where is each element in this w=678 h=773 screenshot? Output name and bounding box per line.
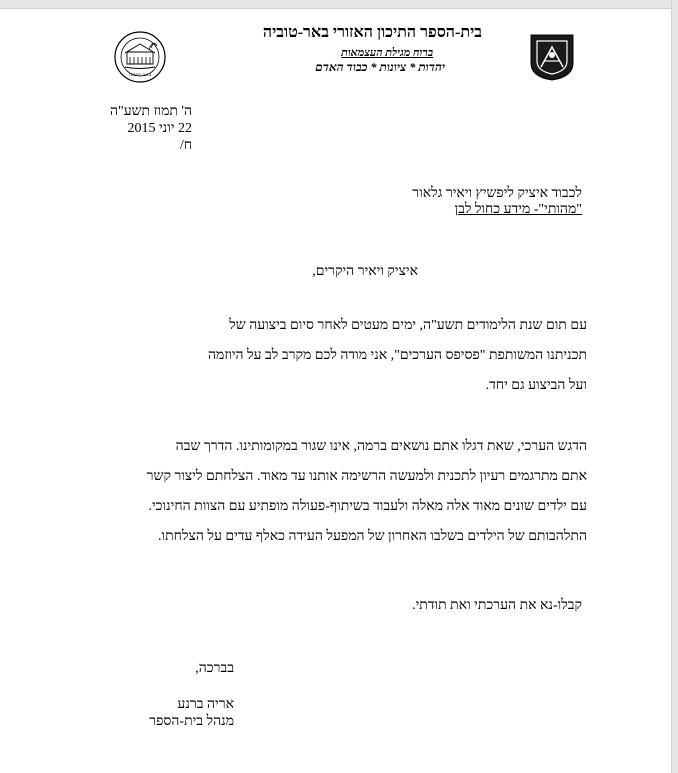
- school-seal-logo: [113, 30, 167, 84]
- paragraph-line: ועל הביצוע גם יחד.: [485, 378, 587, 393]
- paragraph-1: [67, 311, 587, 401]
- salutation: בברכה,: [195, 661, 234, 676]
- signer-name: אריה ברנע: [177, 697, 234, 712]
- emblem-logo: [527, 33, 577, 81]
- paragraph-line: אתם מתרגמים רעיון לתכנית ולמעשה הרשימה אותנו עד מאוד. הצלחתם ליצור קשר: [146, 469, 587, 484]
- addressee-company: "מהותי"- מידע כחול לבן: [454, 202, 582, 217]
- paragraph-line: עם תום שנת הלימודים תשע"ה, ימים מעטים לאחר סיום ביצועה של: [229, 318, 587, 333]
- gregorian-date: 22 יוני 2015: [127, 121, 192, 136]
- hebrew-date: ה' תמוז תשע"ה: [109, 104, 192, 119]
- paragraph-line: הדגש הערכי, שאת דגלו אתם נושאים ברמה, אינו שגור במקומותינו. הדרך שבה: [175, 439, 587, 454]
- paragraph-2: [67, 432, 587, 552]
- addressee-names: לכבוד איציק ליפשיץ ויאיר גלאור: [412, 186, 582, 201]
- school-name: בית-הספר התיכון האזורי באר-טוביה: [262, 24, 482, 41]
- closing-line: קבלו-נא את הערכתי ואת תודתי.: [412, 598, 582, 613]
- greeting: איציק ויאיר היקרים,: [312, 264, 418, 279]
- school-motto: ברוח מגילת העצמאות: [341, 47, 433, 59]
- seal-text: באר טוביה: [128, 72, 152, 78]
- page-top-edge: [0, 0, 678, 9]
- paragraph-line: תכניתנו המשותפת "פסיפס הערכים", אני מודה לכם מקרב לב על היוזמה: [208, 348, 587, 363]
- initials: ח/: [179, 138, 192, 153]
- paragraph-line: עם ילדים שונים מאוד אלה מאלה ולעבוד בשיתוף-פעולה מופתיע עם הצוות החינוכי.: [148, 499, 587, 514]
- paragraph-line: התלהבותם של הילדים בשלבו האחרון של המפעל העידה כאלף עדים על הצלחתו.: [158, 529, 587, 544]
- page-right-edge: [671, 0, 678, 773]
- school-values: יהדות * ציונות * כבוד האדם: [315, 60, 445, 74]
- signer-title: מנהל בית-הספר: [149, 714, 234, 729]
